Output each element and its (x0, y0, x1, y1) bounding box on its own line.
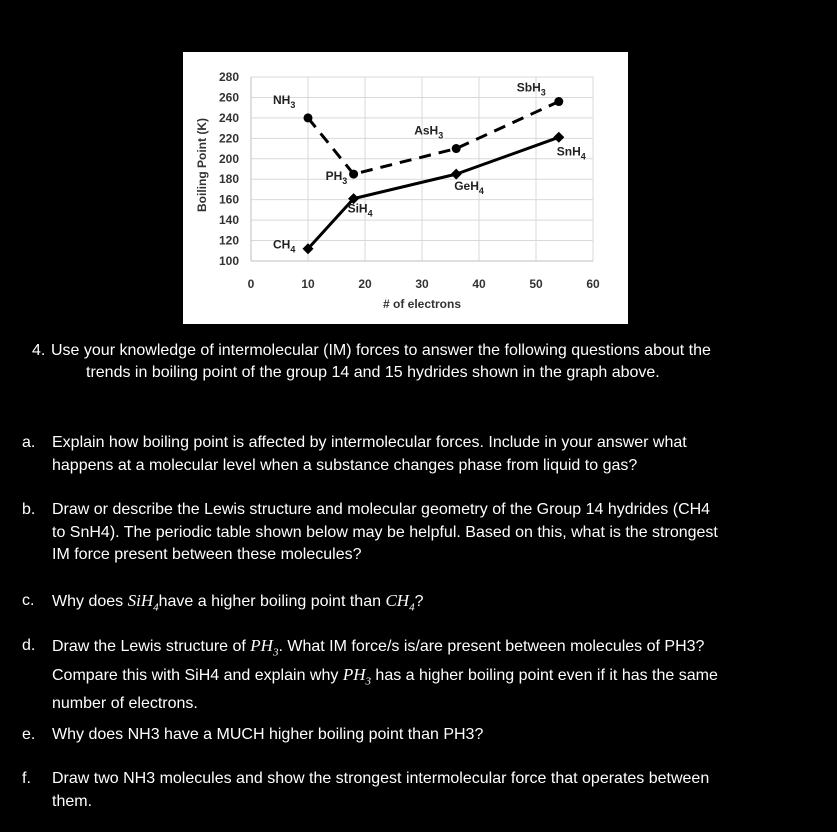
data-label-nh3: $NH_3$ (273, 92, 296, 110)
question-item-c (22, 590, 802, 619)
data-label-ph3: $PH_3$ (325, 169, 348, 187)
question-item-d (22, 635, 802, 715)
y-tick-label: 220 (218, 131, 239, 146)
item-text: Why does (52, 593, 128, 610)
data-label-sih4: SiH$_4$ (347, 201, 373, 219)
item-letter: d. (22, 637, 36, 654)
formula-sih4 (127, 591, 159, 614)
item-line: number of electrons. (52, 694, 198, 712)
x-axis-title: # of electrons (382, 297, 462, 311)
formula-ph3 (250, 636, 279, 659)
x-tick-label: 40 (472, 277, 486, 291)
x-tick-label: 60 (586, 277, 600, 291)
y-axis-title: Boiling Point (K) (195, 118, 209, 212)
y-tick-label: 180 (218, 172, 239, 187)
data-label-ch4: $CH_4$ (273, 237, 296, 255)
item-line (52, 664, 802, 693)
formula-subscript: 4 (153, 601, 159, 614)
data-label-ash3: AsH$_3$ (414, 123, 444, 141)
chart-canvas (183, 52, 628, 324)
data-label-sbh3: SbH$_3$ (516, 80, 546, 98)
item-text: . What IM force/s is/are present between molecules of PH3? (278, 638, 705, 655)
question-item-e (22, 724, 802, 747)
data-point-nh3 (304, 113, 313, 122)
group15-series-line (308, 102, 559, 175)
item-line: Explain how boiling point is affected by intermolecular forces. Include in your answer what (52, 434, 687, 451)
data-point-sbh3 (554, 97, 563, 106)
x-tick-label: 20 (358, 277, 372, 291)
y-tick-label: 100 (218, 254, 239, 268)
item-line: Draw two NH3 molecules and show the strongest intermolecular force that operates between (52, 770, 710, 787)
y-tick-label: 140 (218, 213, 239, 228)
item-text: ? (414, 593, 424, 610)
x-tick-label: 10 (301, 277, 315, 291)
item-text: has a higher boiling point even if it has the same (370, 666, 718, 684)
item-text: Compare this with SiH4 and explain why (52, 666, 343, 684)
y-tick-label: 240 (218, 110, 239, 125)
formula-subscript: 3 (365, 675, 371, 688)
group14-series-line (308, 137, 559, 248)
item-letter: e. (22, 726, 36, 743)
item-line: them. (52, 792, 93, 810)
question-intro (32, 340, 802, 384)
y-tick-label: 260 (218, 90, 239, 105)
item-line: Draw or describe the Lewis structure and molecular geometry of the Group 14 hydrides (CH4 (52, 501, 711, 518)
y-tick-label: 120 (218, 233, 239, 248)
y-tick-label: 200 (218, 151, 239, 166)
data-point-geh4 (451, 169, 462, 180)
boiling-point-chart (183, 52, 628, 324)
formula-base: SiH (127, 591, 154, 610)
item-letter: c. (22, 592, 35, 609)
item-text: have a higher boiling point than (158, 593, 386, 610)
question-item-f (22, 768, 802, 813)
formula-base: PH (342, 664, 366, 684)
item-letter: b. (22, 501, 36, 518)
item-line: IM force present between these molecules? (52, 546, 362, 563)
item-letter: a. (22, 434, 36, 451)
item-letter: f. (22, 770, 31, 787)
data-label-snh4: SnH$_4$ (556, 144, 586, 162)
x-tick-label: 0 (247, 277, 255, 291)
formula-ch4 (385, 591, 415, 614)
item-line: Why does NH3 have a MUCH higher boiling point than PH3? (52, 726, 484, 743)
data-point-ash3 (452, 144, 461, 153)
question-intro-line-1: Use your knowledge of intermolecular (IM) forces to answer the following questions about the (51, 342, 711, 359)
formula-ph3 (342, 664, 371, 688)
data-point-snh4 (553, 132, 564, 143)
x-tick-label: 50 (529, 277, 543, 291)
y-tick-label: 280 (218, 70, 239, 84)
question-number: 4. (32, 342, 46, 359)
question-intro-line-2: trends in boiling point of the group 14 and 15 hydrides shown in the graph above. (86, 364, 660, 381)
item-line: to SnH4). The periodic table shown below may be helpful. Based on this, what is the strongest (52, 523, 718, 541)
question-item-a (22, 432, 802, 477)
item-text: Draw the Lewis structure of (52, 638, 251, 655)
item-line: happens at a molecular level when a substance changes phase from liquid to gas? (52, 456, 638, 474)
data-label-geh4: GeH$_4$ (454, 179, 484, 197)
y-tick-label: 160 (218, 192, 239, 207)
question-item-b (22, 499, 802, 567)
x-tick-label: 30 (415, 277, 429, 291)
formula-subscript: 3 (272, 646, 279, 659)
formula-subscript: 4 (409, 601, 415, 614)
data-point-ph3 (349, 170, 358, 179)
formula-base: CH (385, 591, 410, 610)
item-line (52, 635, 802, 664)
formula-base: PH (250, 636, 273, 655)
